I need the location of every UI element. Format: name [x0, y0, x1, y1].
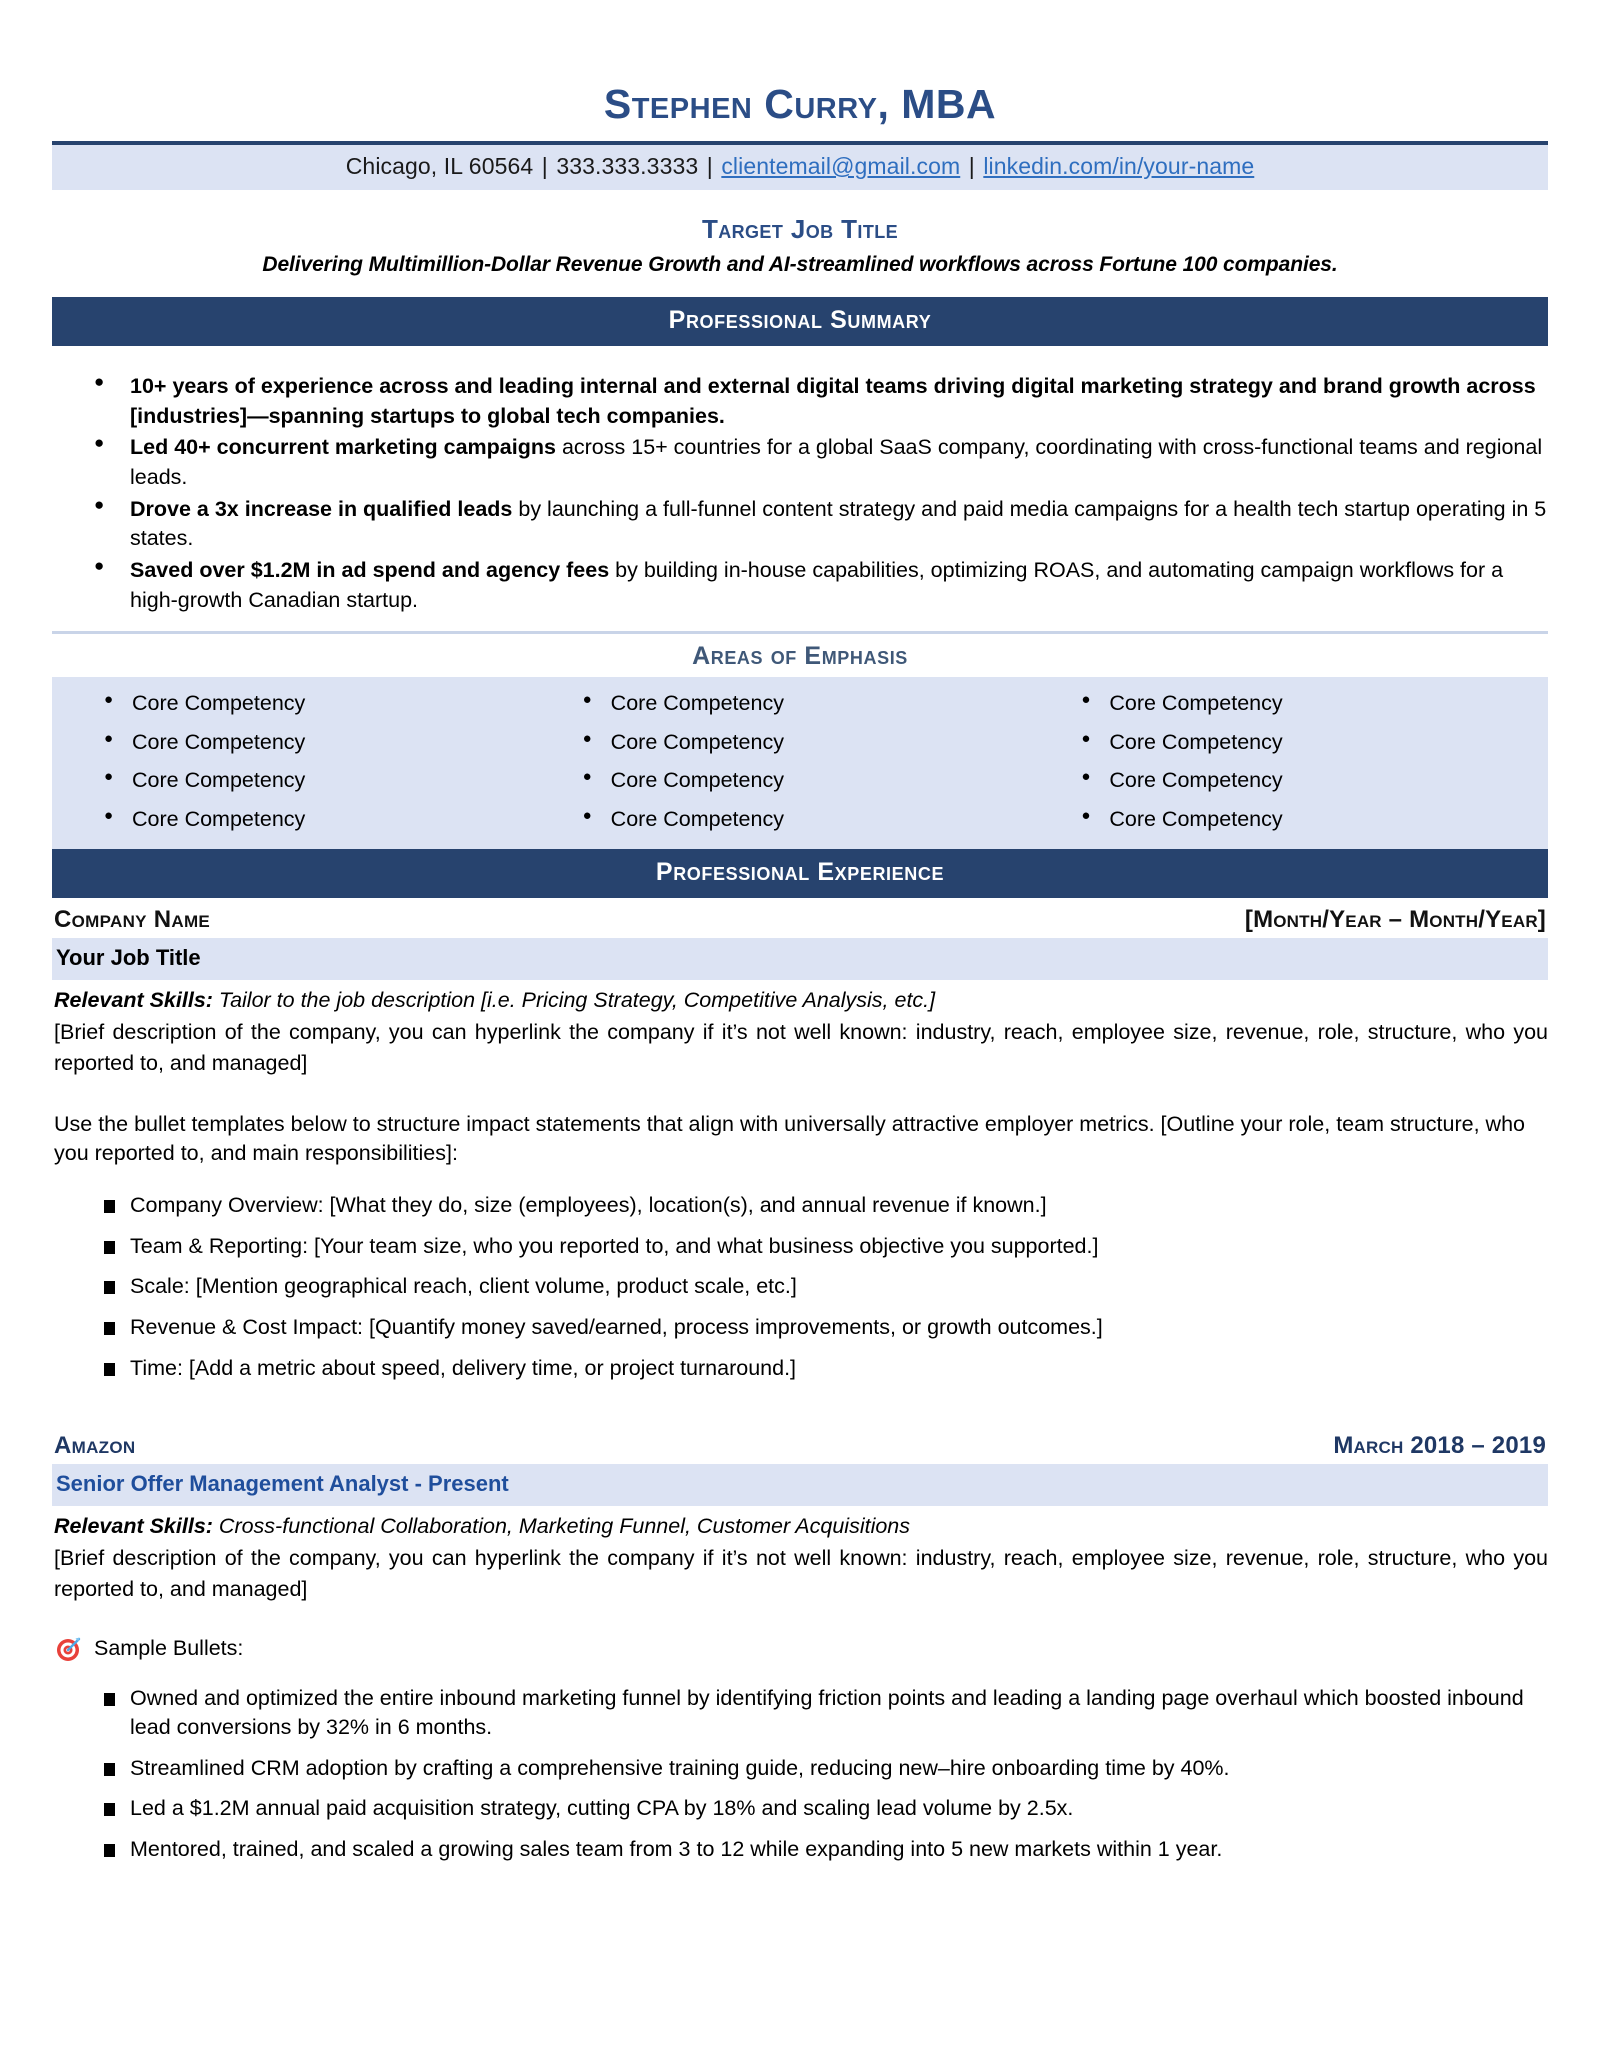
- contact-phone: 333.333.3333: [556, 153, 699, 180]
- section-header-areas-of-emphasis: Areas of Emphasis: [692, 642, 908, 671]
- sample-bullets-label: Sample Bullets:: [94, 1636, 244, 1660]
- emphasis-column-2: [551, 685, 1050, 839]
- job-spacer: [52, 1394, 1548, 1424]
- contact-separator-1: |: [541, 153, 548, 180]
- relevant-skills-line: [54, 987, 1548, 1015]
- list-item: Mentored, trained, and scaled a growing sales team from 3 to 12 while expanding into 5 new markets within 1 year.: [52, 1835, 1548, 1865]
- list-item: ● Core Competency: [52, 724, 551, 763]
- list-item: ● Core Competency: [551, 762, 1050, 801]
- company-description: [Brief description of the company, you can hyperlink the company if it’s not well known: industry, reach, employee size, revenue, role, structure, who you reported to, and managed]: [54, 1546, 1548, 1602]
- list-item: Led a $1.2M annual paid acquisition strategy, cutting CPA by 18% and scaling lead volume by 2.5x.: [52, 1794, 1548, 1824]
- list-item: Owned and optimized the entire inbound marketing funnel by identifying friction points and leading a landing page overhaul which boosted inbound lead conversions by 32% in 6 months.: [52, 1684, 1548, 1743]
- company-description: [Brief description of the company, you can hyperlink the company if it’s not well known: industry, reach, employee size, revenue, role, structure, who you reported to, and managed]: [54, 1020, 1548, 1076]
- list-item: Streamlined CRM adoption by crafting a comprehensive training guide, reducing new–hire onboarding time by 40%.: [52, 1754, 1548, 1784]
- relevant-skills-value: Tailor to the job description [i.e. Pricing Strategy, Competitive Analysis, etc.]: [212, 988, 936, 1013]
- company-name: Amazon: [54, 1432, 136, 1460]
- headline-tagline: Delivering Multimillion-Dollar Revenue Growth and AI-streamlined workflows across Fortune 100 companies.: [262, 253, 1338, 277]
- areas-of-emphasis-grid: [52, 677, 1548, 849]
- list-item: ● Core Competency: [551, 801, 1050, 840]
- summary-bullet-bold: 10+ years of experience across and leading internal and external digital teams driving digital marketing strategy and brand growth across [industries]—spanning startups to global tech companies.: [130, 374, 1536, 428]
- summary-bullet-rest: by building in-house capabilities, optimizing ROAS, and automating campaign workflows for a high-growth Canadian startup.: [130, 558, 1504, 612]
- job-title: Your Job Title: [52, 938, 1548, 980]
- section-header-professional-summary: Professional Summary: [52, 297, 1548, 346]
- job-title: Senior Offer Management Analyst - Present: [52, 1464, 1548, 1506]
- job-bullet-list: [52, 1191, 1548, 1383]
- job-header: [52, 1424, 1548, 1464]
- summary-bullet-bold: Drove a 3x increase in qualified leads: [130, 496, 513, 521]
- summary-bullet: [52, 495, 1548, 554]
- section-header-professional-experience: Professional Experience: [52, 849, 1548, 898]
- emphasis-column-1: [52, 685, 551, 839]
- job-header: [52, 898, 1548, 938]
- relevant-skills-value: Cross-functional Collaboration, Marketing Funnel, Customer Acquisitions: [212, 1514, 911, 1539]
- relevant-skills-label: Relevant Skills:: [54, 1514, 213, 1539]
- bullet-template-instructions: Use the bullet templates below to structure impact statements that align with universally attractive employer metrics. [Outline your role, team structure, who you reported to, and main responsibilities]:: [54, 1111, 1525, 1166]
- employment-dates: [Month/Year – Month/Year]: [1244, 906, 1546, 934]
- relevant-skills-label: Relevant Skills:: [54, 988, 213, 1013]
- emphasis-column-3: [1049, 685, 1548, 839]
- sample-bullets-line: [56, 1636, 1548, 1662]
- summary-bullet-rest: by launching a full-funnel content strategy and paid media campaigns for a health tech startup operating in 5 states.: [130, 496, 1547, 551]
- list-item: Company Overview: [What they do, size (employees), location(s), and annual revenue if known.]: [52, 1191, 1548, 1221]
- company-name: Company Name: [54, 906, 211, 934]
- relevant-skills-line: [54, 1513, 1548, 1541]
- list-item: ● Core Competency: [52, 762, 551, 801]
- contact-separator-3: |: [968, 153, 975, 180]
- summary-bullet: [52, 433, 1548, 492]
- employment-dates: March 2018 – 2019: [1333, 1432, 1546, 1460]
- list-item: Scale: [Mention geographical reach, client volume, product scale, etc.]: [52, 1272, 1548, 1302]
- summary-bullet: [52, 372, 1548, 431]
- summary-bullet: [52, 556, 1548, 615]
- list-item: ● Core Competency: [1049, 801, 1548, 840]
- professional-summary-list: [52, 372, 1548, 615]
- list-item: ● Core Competency: [551, 724, 1050, 763]
- summary-bullet-rest: across 15+ countries for a global SaaS company, coordinating with cross-functional teams and regional leads.: [130, 435, 1543, 490]
- contact-separator-2: |: [706, 153, 713, 180]
- summary-bullet-bold: Led 40+ concurrent marketing campaigns: [130, 435, 556, 460]
- target-job-title: Target Job Title: [701, 214, 899, 245]
- experience-entry-company-name: [52, 898, 1548, 1383]
- list-item: ● Core Competency: [1049, 724, 1548, 763]
- list-item: Time: [Add a metric about speed, delivery time, or project turnaround.]: [52, 1354, 1548, 1384]
- dart-target-icon: [56, 1636, 82, 1662]
- list-item: Team & Reporting: [Your team size, who you reported to, and what business objective you supported.]: [52, 1232, 1548, 1262]
- summary-bullet-bold: Saved over $1.2M in ad spend and agency fees: [130, 558, 610, 583]
- page-title: Stephen Curry, MBA: [603, 81, 997, 127]
- contact-email-link[interactable]: clientemail@gmail.com: [721, 153, 961, 180]
- job-bullet-list: [52, 1684, 1548, 1865]
- contact-line: [52, 145, 1548, 190]
- experience-entry-amazon: [52, 1424, 1548, 1865]
- list-item: ● Core Competency: [52, 685, 551, 724]
- contact-location: Chicago, IL 60564: [345, 153, 534, 180]
- list-item: ● Core Competency: [551, 685, 1050, 724]
- contact-linkedin-link[interactable]: linkedin.com/in/your-name: [983, 153, 1255, 180]
- list-item: ● Core Competency: [1049, 685, 1548, 724]
- list-item: ● Core Competency: [52, 801, 551, 840]
- list-item: Revenue & Cost Impact: [Quantify money saved/earned, process improvements, or growth outcomes.]: [52, 1313, 1548, 1343]
- list-item: ● Core Competency: [1049, 762, 1548, 801]
